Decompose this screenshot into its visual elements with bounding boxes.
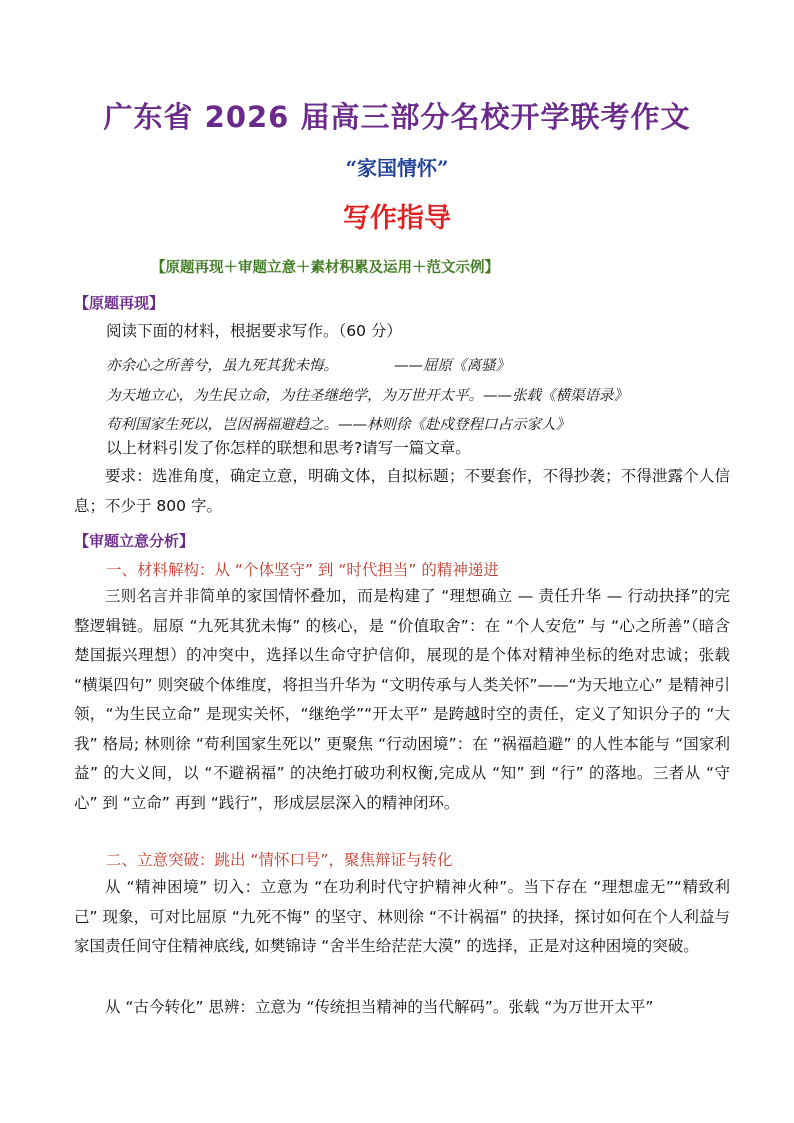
analysis-point1-title: 一、材料解构：从 “个体坚守” 到 “时代担当” 的精神递进 xyxy=(106,561,499,579)
quote-1-source: ——屈原《离骚》 xyxy=(394,358,510,374)
document-heading: 写作指导 xyxy=(343,203,451,234)
analysis-point2-body2: 从 “古今转化” 思辨：立意为 “传统担当精神的当代解码”。张载 “为万世开太平” xyxy=(105,998,654,1016)
quote-2 xyxy=(106,384,628,405)
section-label-original: 【原题再现】 xyxy=(74,294,165,312)
quote-3-text: 苟利国家生死以，岂因祸福避趋之。 xyxy=(106,417,338,433)
quote-2-source: ——张载《横渠语录》 xyxy=(483,388,628,404)
quote-3-source: ——林则徐《赴戍登程口占示家人》 xyxy=(338,417,570,433)
prompt-question: 以上材料引发了你怎样的联想和思考?请写一篇文章。 xyxy=(106,439,471,457)
analysis-point2-body1: 从 “精神困境” 切入：立意为 “在功利时代守护精神火种”。当下存在 “理想虚无”“精致利己” 现象，可对比屈原 “九死不悔” 的坚守、林则徐 “不计祸福” 的抉择，探讨如何在个人利益与家国责任间守住精神底线, 如樊锦诗 “舍半生给茫茫大漠” 的选择，正是对这种困境的突破。 xyxy=(74,878,730,955)
analysis-point1-body: 三则名言并非简单的家国情怀叠加，而是构建了 “理想确立 — 责任升华 — 行动抉择”的完整逻辑链。屈原 “九死其犹未悔” 的核心，是 “价值取舍”：在 “个人安危” 与 “心之所善”（暗含楚国振兴理想）的冲突中，选择以生命守护信仰，展现的是个体对精神坐标的绝对忠诚；张载 “横渠四句” 则突破个体维度，将担当升华为 “文明传承与人类关怀”——“为天地立心” 是精神引领，“为生民立命” 是现实关怀，“继绝学”“开太平” 是跨越时空的责任，定义了知识分子的 “大我” 格局; 林则徐 “苟利国家生死以” 更聚焦 “行动困境”：在 “祸福趋避” 的人性本能与 “国家利益” 的大义间，以 “不避祸福” 的决绝打破功利权衡,完成从 “知” 到 “行” 的落地。三者从 “守心” 到 “立命” 再到 “践行”，形成层层深入的精神闭环。 xyxy=(74,587,730,812)
quote-1-text: 亦余心之所善兮，虽九死其犹未悔。 xyxy=(106,358,338,374)
document-subtitle: “家国情怀” xyxy=(345,156,449,180)
prompt-intro: 阅读下面的材料，根据要求写作。（60 分） xyxy=(106,322,402,340)
document-title: 广东省 2026 届高三部分名校开学联考作文 xyxy=(103,100,691,134)
quote-1 xyxy=(106,354,510,375)
analysis-point2-title: 二、立意突破：跳出 “情怀口号”，聚焦辩证与转化 xyxy=(106,851,453,869)
content-banner: 【原题再现＋审题立意＋素材积累及运用＋范文示例】 xyxy=(151,260,499,276)
prompt-requirement: 要求：选准角度，确定立意，明确文体，自拟标题；不要套作，不得抄袭；不得泄露个人信息；不少于 800 字。 xyxy=(74,467,730,515)
section-label-analysis: 【审题立意分析】 xyxy=(74,532,195,550)
quote-2-text: 为天地立心，为生民立命，为往圣继绝学，为万世开太平。 xyxy=(106,388,483,404)
quote-3 xyxy=(106,413,570,434)
